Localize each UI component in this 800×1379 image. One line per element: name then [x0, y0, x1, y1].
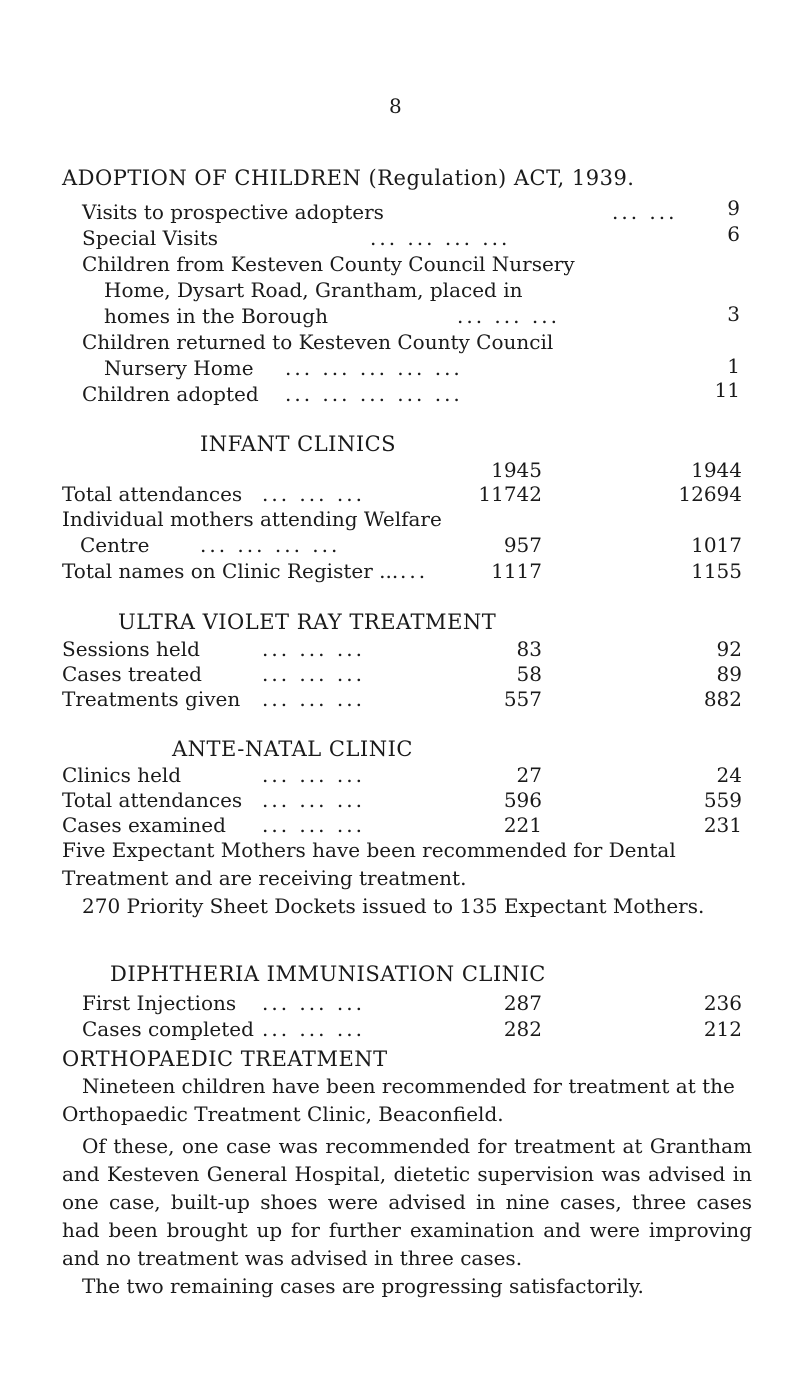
- adoption-label-special: Special Visits: [82, 226, 219, 250]
- adoption-label-placed-2: Home, Dysart Road, Grantham, placed in: [104, 278, 523, 302]
- antenatal-title: ANTE-NATAL CLINIC: [172, 737, 413, 761]
- orthopaedic-para-1: Nineteen children have been recommended for treatment at the Orthopaedic Treatment Clinic, Beaconfield.: [62, 1074, 735, 1126]
- orthopaedic-para-3: The two remaining cases are progressing satisfactorily.: [82, 1274, 644, 1298]
- adoption-label-placed-3: homes in the Borough: [104, 304, 328, 328]
- uv-1945-cases: 58: [516, 662, 542, 686]
- infant-dots-register: ...: [400, 559, 429, 583]
- adoption-title: ADOPTION OF CHILDREN (Regulation) ACT, 1939.: [62, 166, 635, 190]
- adoption-dots-visits: ... ...: [612, 200, 678, 224]
- infant-1944-mothers: 1017: [691, 533, 742, 557]
- diphtheria-title: DIPHTHERIA IMMUNISATION CLINIC: [110, 962, 546, 986]
- antenatal-label-clinics: Clinics held: [62, 763, 182, 787]
- infant-1945-attendances: 11742: [478, 482, 542, 506]
- antenatal-1944-cases: 231: [703, 813, 742, 837]
- diphtheria-1944-first: 236: [703, 991, 742, 1015]
- antenatal-note-dental: Five Expectant Mothers have been recommended for Dental Treatment and are receiving treatment.: [62, 838, 676, 890]
- adoption-label-placed-1: Children from Kesteven County Council Nursery: [82, 252, 575, 276]
- antenatal-label-cases: Cases examined: [62, 813, 226, 837]
- antenatal-label-attendances: Total attendances: [62, 788, 243, 812]
- antenatal-1945-cases: 221: [503, 813, 542, 837]
- infant-1945-register: 1117: [491, 559, 542, 583]
- infant-1945-mothers: 957: [503, 533, 542, 557]
- uv-label-cases: Cases treated: [62, 662, 202, 686]
- uv-dots-cases: ... ... ...: [262, 662, 365, 686]
- infant-label-register: Total names on Clinic Register ...: [62, 559, 399, 583]
- uv-dots-sessions: ... ... ...: [262, 637, 365, 661]
- adoption-label-returned-2: Nursery Home: [104, 356, 254, 380]
- infant-label-mothers-1: Individual mothers attending Welfare: [62, 507, 442, 531]
- orthopaedic-title: ORTHOPAEDIC TREATMENT: [62, 1047, 388, 1071]
- uv-1944-sessions: 92: [716, 637, 742, 661]
- antenatal-dots-attendances: ... ... ...: [262, 788, 365, 812]
- adoption-dots-returned: ... ... ... ... ...: [285, 356, 463, 380]
- infant-dots-attendances: ... ... ...: [262, 482, 365, 506]
- infant-1944-register: 1155: [691, 559, 742, 583]
- infant-label-attendances: Total attendances: [62, 482, 243, 506]
- uv-title: ULTRA VIOLET RAY TREATMENT: [118, 610, 497, 634]
- uv-1945-sessions: 83: [516, 637, 542, 661]
- antenatal-1945-attendances: 596: [503, 788, 542, 812]
- uv-1945-treatments: 557: [503, 687, 542, 711]
- diphtheria-label-completed: Cases completed: [82, 1017, 254, 1041]
- diphtheria-label-first: First Injections: [82, 991, 237, 1015]
- diphtheria-1945-first: 287: [503, 991, 542, 1015]
- orthopaedic-para-2: Of these, one case was recommended for treatment at Grantham and Kesteven General Hospital, dietetic supervision was advised in one case, built-up shoes were advised in nine cases, three cases had been brought up for further examination and were improving and no treatment was advised in three cases.: [62, 1134, 752, 1270]
- antenatal-note-dockets: 270 Priority Sheet Dockets issued to 135 Expectant Mothers.: [82, 894, 705, 918]
- page-number: 8: [389, 94, 402, 118]
- uv-1944-cases: 89: [716, 662, 742, 686]
- infant-clinics-title: INFANT CLINICS: [200, 432, 397, 456]
- diphtheria-dots-completed: ... ... ...: [262, 1017, 365, 1041]
- diphtheria-1945-completed: 282: [503, 1017, 542, 1041]
- adoption-value-returned: 1: [727, 354, 740, 378]
- antenatal-dots-clinics: ... ... ...: [262, 763, 365, 787]
- infant-col-1944: 1944: [691, 458, 742, 482]
- adoption-value-special: 6: [727, 222, 740, 246]
- adoption-dots-adopted: ... ... ... ... ...: [285, 382, 463, 406]
- adoption-value-adopted: 11: [714, 378, 740, 402]
- antenatal-dots-cases: ... ... ...: [262, 813, 365, 837]
- adoption-value-placed: 3: [727, 302, 740, 326]
- uv-1944-treatments: 882: [703, 687, 742, 711]
- adoption-label-adopted: Children adopted: [82, 382, 259, 406]
- uv-dots-treatments: ... ... ...: [262, 687, 365, 711]
- adoption-dots-special: ... ... ... ...: [370, 226, 511, 250]
- antenatal-1944-clinics: 24: [716, 763, 742, 787]
- adoption-value-visits: 9: [727, 196, 740, 220]
- infant-label-mothers-2: Centre: [80, 533, 150, 557]
- adoption-dots-placed: ... ... ...: [457, 304, 560, 328]
- uv-label-treatments: Treatments given: [62, 687, 241, 711]
- diphtheria-1944-completed: 212: [703, 1017, 742, 1041]
- diphtheria-dots-first: ... ... ...: [262, 991, 365, 1015]
- uv-label-sessions: Sessions held: [62, 637, 200, 661]
- antenatal-1945-clinics: 27: [516, 763, 542, 787]
- infant-dots-mothers: ... ... ... ...: [200, 533, 341, 557]
- adoption-label-visits: Visits to prospective adopters: [82, 200, 384, 224]
- antenatal-1944-attendances: 559: [703, 788, 742, 812]
- infant-col-1945: 1945: [491, 458, 542, 482]
- infant-1944-attendances: 12694: [678, 482, 742, 506]
- adoption-label-returned-1: Children returned to Kesteven County Council: [82, 330, 554, 354]
